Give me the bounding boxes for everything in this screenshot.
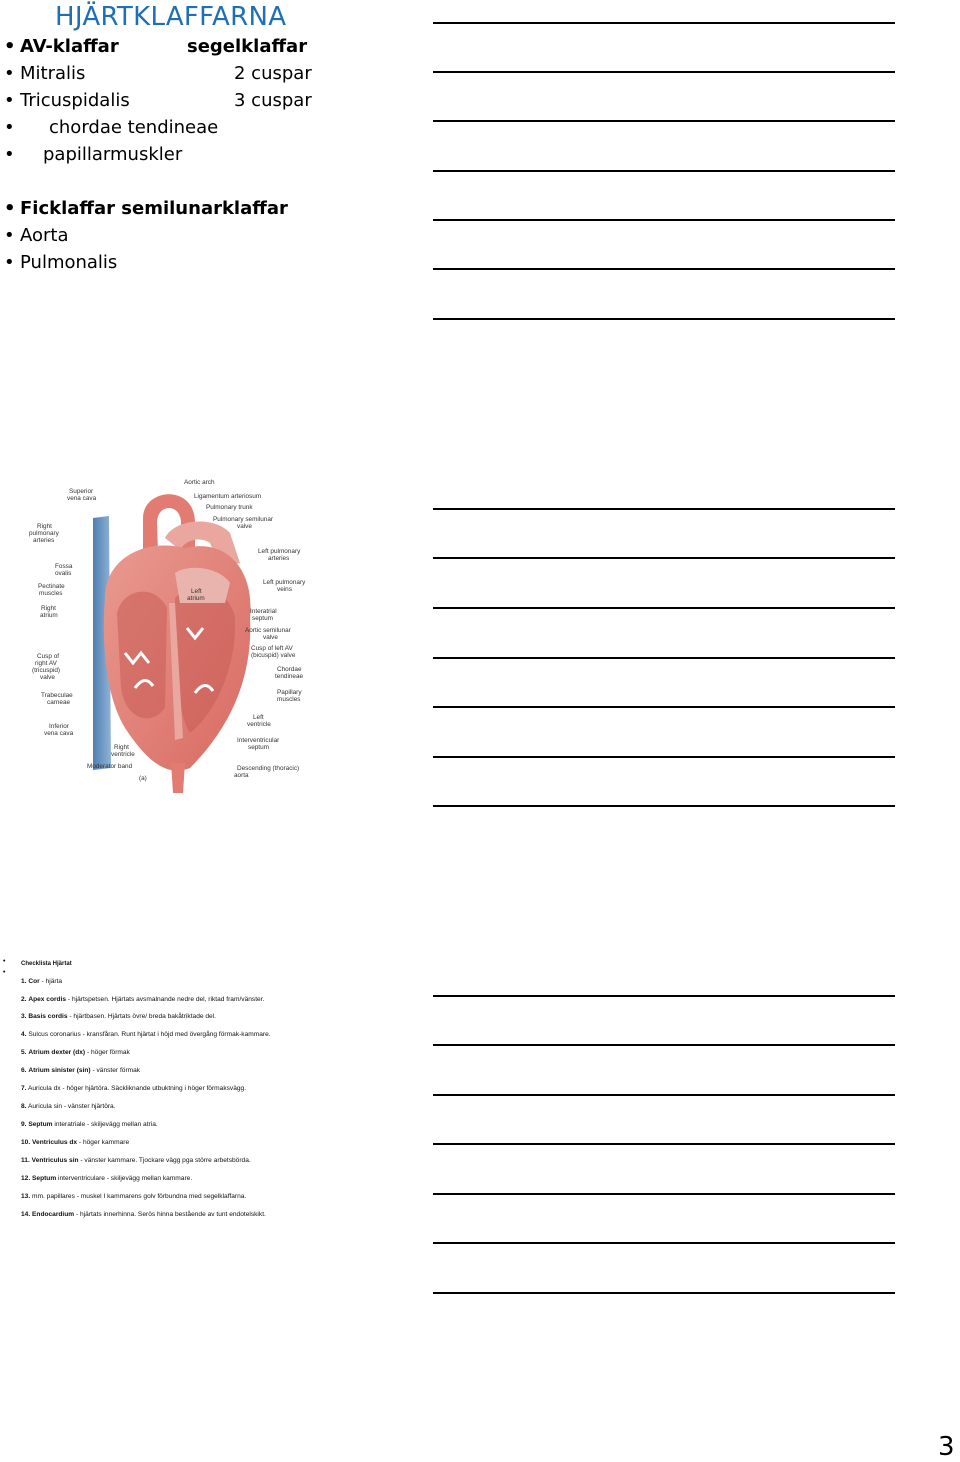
checklist-item	[21, 1157, 251, 1164]
checklist-item	[21, 1211, 266, 1218]
svg-text:Left: Left	[191, 588, 202, 595]
checklist-bullet: •	[3, 969, 6, 976]
note-line	[433, 170, 895, 172]
checklist-item-number: 13.	[21, 1193, 31, 1200]
checklist-item-term: Ventriculus dx	[32, 1139, 78, 1146]
note-line	[433, 1193, 895, 1195]
svg-text:arteries: arteries	[33, 537, 55, 544]
checklist-item	[21, 1121, 158, 1128]
slide-title: HJÄRTKLAFFARNA	[55, 2, 287, 32]
checklist-item-term: Atrium dexter (dx)	[28, 1049, 86, 1056]
checklist-item	[21, 1193, 246, 1200]
svg-text:Ligamentum arteriosum: Ligamentum arteriosum	[194, 493, 262, 500]
svg-text:ovalis: ovalis	[55, 570, 72, 577]
checklist-item-desc: - höger kammare	[77, 1139, 130, 1146]
checklist-item	[21, 1031, 271, 1038]
svg-text:atrium: atrium	[187, 595, 205, 602]
page-number: 3	[938, 1432, 955, 1462]
svg-text:Interventricular: Interventricular	[237, 737, 280, 744]
svg-text:Left: Left	[253, 714, 264, 721]
svg-text:pulmonary: pulmonary	[29, 530, 59, 537]
svg-text:Left pulmonary: Left pulmonary	[263, 579, 306, 586]
svg-text:tendineae: tendineae	[275, 673, 304, 680]
checklist-item-term: Basis cordis	[28, 1013, 68, 1020]
svg-text:atrium: atrium	[40, 612, 58, 619]
svg-text:septum: septum	[252, 615, 273, 622]
note-line	[433, 557, 895, 559]
checklist-item-desc: - höger förmak	[85, 1049, 130, 1056]
checklist-item-number: 8.	[21, 1103, 27, 1110]
svg-text:Interatrial: Interatrial	[250, 608, 277, 615]
svg-text:Moderator band: Moderator band	[87, 763, 133, 770]
svg-text:ventricle: ventricle	[247, 721, 271, 728]
svg-text:Pectinate: Pectinate	[38, 583, 65, 590]
checklist-item-desc: Auricula sin - vänster hjärtöra.	[27, 1103, 116, 1110]
svg-text:Aortic arch: Aortic arch	[184, 479, 215, 486]
svg-text:vena cava: vena cava	[44, 730, 74, 737]
note-line	[433, 657, 895, 659]
checklist-item-number: 3.	[21, 1013, 27, 1020]
note-line	[433, 1242, 895, 1244]
note-line	[433, 1094, 895, 1096]
svg-text:(bicuspid) valve: (bicuspid) valve	[251, 652, 296, 659]
checklist-item	[21, 996, 264, 1003]
bullet-row: • Pulmonalis	[4, 252, 118, 273]
checklist-item-number: 10.	[21, 1139, 31, 1146]
bullet-row: • Tricuspidalis 3 cuspar	[4, 90, 312, 111]
note-line	[433, 219, 895, 221]
bullet-row: • Ficklaffar semilunarklaffar	[4, 198, 288, 219]
checklist-item-term: Septum	[28, 1121, 53, 1128]
note-line	[433, 805, 895, 807]
row-left-text: Ficklaffar semilunarklaffar	[20, 198, 288, 219]
svg-text:Pulmonary trunk: Pulmonary trunk	[206, 504, 253, 511]
checklist-item-number: 6.	[21, 1067, 27, 1074]
checklist-item-term: Cor	[28, 978, 40, 985]
note-line	[433, 706, 895, 708]
svg-text:(a): (a)	[139, 775, 147, 782]
checklist-item-desc: - vänster kammare. Tjockare vägg pga större arbetsbörda.	[78, 1157, 251, 1164]
note-line	[433, 1143, 895, 1145]
checklist-item-term: Ventriculus sin	[31, 1157, 79, 1164]
svg-text:veins: veins	[277, 586, 292, 593]
row-left-text: Pulmonalis	[20, 252, 118, 273]
row-left-text: Mitralis	[20, 63, 86, 84]
svg-text:ventricle: ventricle	[111, 751, 135, 758]
note-line	[433, 71, 895, 73]
checklist-item-desc: - hjärtats innerhinna. Serös hinna bestående av tunt endotelskikt.	[74, 1211, 266, 1218]
svg-text:Fossa: Fossa	[55, 563, 73, 570]
note-line	[433, 318, 895, 320]
svg-text:muscles: muscles	[277, 696, 301, 703]
checklist-item-desc: interatriale - skiljevägg mellan atria.	[52, 1121, 158, 1128]
descending-aorta-shape	[171, 763, 185, 793]
note-line	[433, 508, 895, 510]
bullet-row: • AV-klaffar segelklaffar	[4, 36, 308, 57]
checklist-item	[21, 1049, 130, 1056]
svg-text:Cusp of: Cusp of	[37, 653, 60, 660]
svg-text:carneae: carneae	[47, 699, 71, 706]
svg-text:Right: Right	[41, 605, 56, 612]
checklist-item-term: Septum	[32, 1175, 57, 1182]
checklist-item	[21, 978, 62, 985]
svg-text:valve: valve	[40, 674, 55, 681]
svg-text:right AV: right AV	[35, 660, 57, 667]
checklist-item-desc: - vänster förmak	[90, 1067, 141, 1074]
bullet-row: • papillarmuskler	[4, 144, 183, 165]
note-line	[433, 268, 895, 270]
svg-text:Left pulmonary: Left pulmonary	[258, 548, 301, 555]
note-line	[433, 756, 895, 758]
row-left-text: AV-klaffar	[20, 36, 119, 57]
bullet-row: • Aorta	[4, 225, 69, 246]
bullet-row: • Mitralis 2 cuspar	[4, 63, 312, 84]
checklist-item	[21, 1085, 246, 1092]
svg-text:valve: valve	[263, 634, 278, 641]
checklist-item-term: Endocardium	[32, 1211, 75, 1218]
svg-text:muscles: muscles	[39, 590, 63, 597]
checklist-item-desc: Auricula dx - höger hjärtöra. Säckliknande utbuktning i höger förmaksvägg.	[27, 1085, 247, 1092]
svg-text:septum: septum	[248, 744, 269, 751]
row-left-text: papillarmuskler	[43, 144, 183, 165]
svg-text:Cusp of left AV: Cusp of left AV	[251, 645, 293, 652]
checklist-item-number: 14.	[21, 1211, 31, 1218]
checklist-item-number: 5.	[21, 1049, 27, 1056]
note-line	[433, 22, 895, 24]
svg-text:Chordae: Chordae	[277, 666, 302, 673]
checklist-item	[21, 1175, 192, 1182]
svg-text:Right: Right	[37, 523, 52, 530]
checklist-item-term: Atrium sinister (sin)	[28, 1067, 91, 1074]
checklist-item-number: 12.	[21, 1175, 31, 1182]
checklist-item	[21, 1067, 140, 1074]
checklist-item-number: 9.	[21, 1121, 27, 1128]
row-right-text: segelklaffar	[187, 36, 308, 57]
note-line	[433, 607, 895, 609]
svg-text:valve: valve	[237, 523, 252, 530]
checklist-item-number: 1.	[21, 978, 27, 985]
svg-text:aorta: aorta	[234, 772, 249, 779]
note-line	[433, 120, 895, 122]
checklist-item-desc: mm. papillares - muskel I kammarens golv förbundna med segelklaffarna.	[32, 1193, 247, 1200]
svg-text:Papillary: Papillary	[277, 689, 302, 696]
svg-text:Right: Right	[114, 744, 129, 751]
note-line	[433, 1044, 895, 1046]
checklist-item	[21, 1013, 216, 1020]
checklist-item	[21, 1139, 129, 1146]
checklist-item-desc: - hjärtspetsen. Hjärtats avsmalnande nedre del, riktad fram/vänster.	[66, 996, 265, 1003]
svg-text:vena cava: vena cava	[67, 495, 97, 502]
svg-text:Aortic semilunar: Aortic semilunar	[245, 627, 291, 634]
checklist-item-desc: interventriculare - skiljevägg mellan kammare.	[56, 1175, 193, 1182]
checklist-item-term: Apex cordis	[28, 996, 67, 1003]
note-line	[433, 1292, 895, 1294]
checklist-item-desc: - hjärta	[39, 978, 63, 985]
svg-text:Trabeculae: Trabeculae	[41, 692, 73, 699]
row-left-text: chordae tendineae	[49, 117, 219, 138]
svg-text:Superior: Superior	[69, 488, 94, 495]
heart-diagram	[25, 478, 315, 793]
checklist-title: Checklista Hjärtat	[21, 961, 72, 967]
row-left-text: Tricuspidalis	[20, 90, 130, 111]
bullet-row: • chordae tendineae	[4, 117, 219, 138]
row-right-text: 3 cuspar	[234, 90, 312, 111]
checklist-item-desc: Sulcus coronarius - kransfåran. Runt hjärtat i höjd med övergång förmak-kammare.	[28, 1031, 271, 1038]
checklist-item-number: 4.	[21, 1031, 27, 1038]
svg-text:arteries: arteries	[268, 555, 290, 562]
svg-text:Inferior: Inferior	[49, 723, 69, 730]
row-right-text: 2 cuspar	[234, 63, 312, 84]
row-left-text: Aorta	[20, 225, 69, 246]
checklist-item-number: 2.	[21, 996, 27, 1003]
checklist-item	[21, 1103, 116, 1110]
checklist-item-number: 11.	[21, 1157, 30, 1164]
checklist-item-desc: - hjärtbasen. Hjärtats övre/ breda bakåtriktade del.	[67, 1013, 216, 1020]
svg-text:Descending (thoracic): Descending (thoracic)	[237, 765, 300, 772]
svg-text:Pulmonary semilunar: Pulmonary semilunar	[213, 516, 274, 523]
checklist-bullet: •	[3, 958, 6, 965]
checklist-item-number: 7.	[21, 1085, 27, 1092]
svg-text:(tricuspid): (tricuspid)	[32, 667, 61, 674]
note-line	[433, 995, 895, 997]
